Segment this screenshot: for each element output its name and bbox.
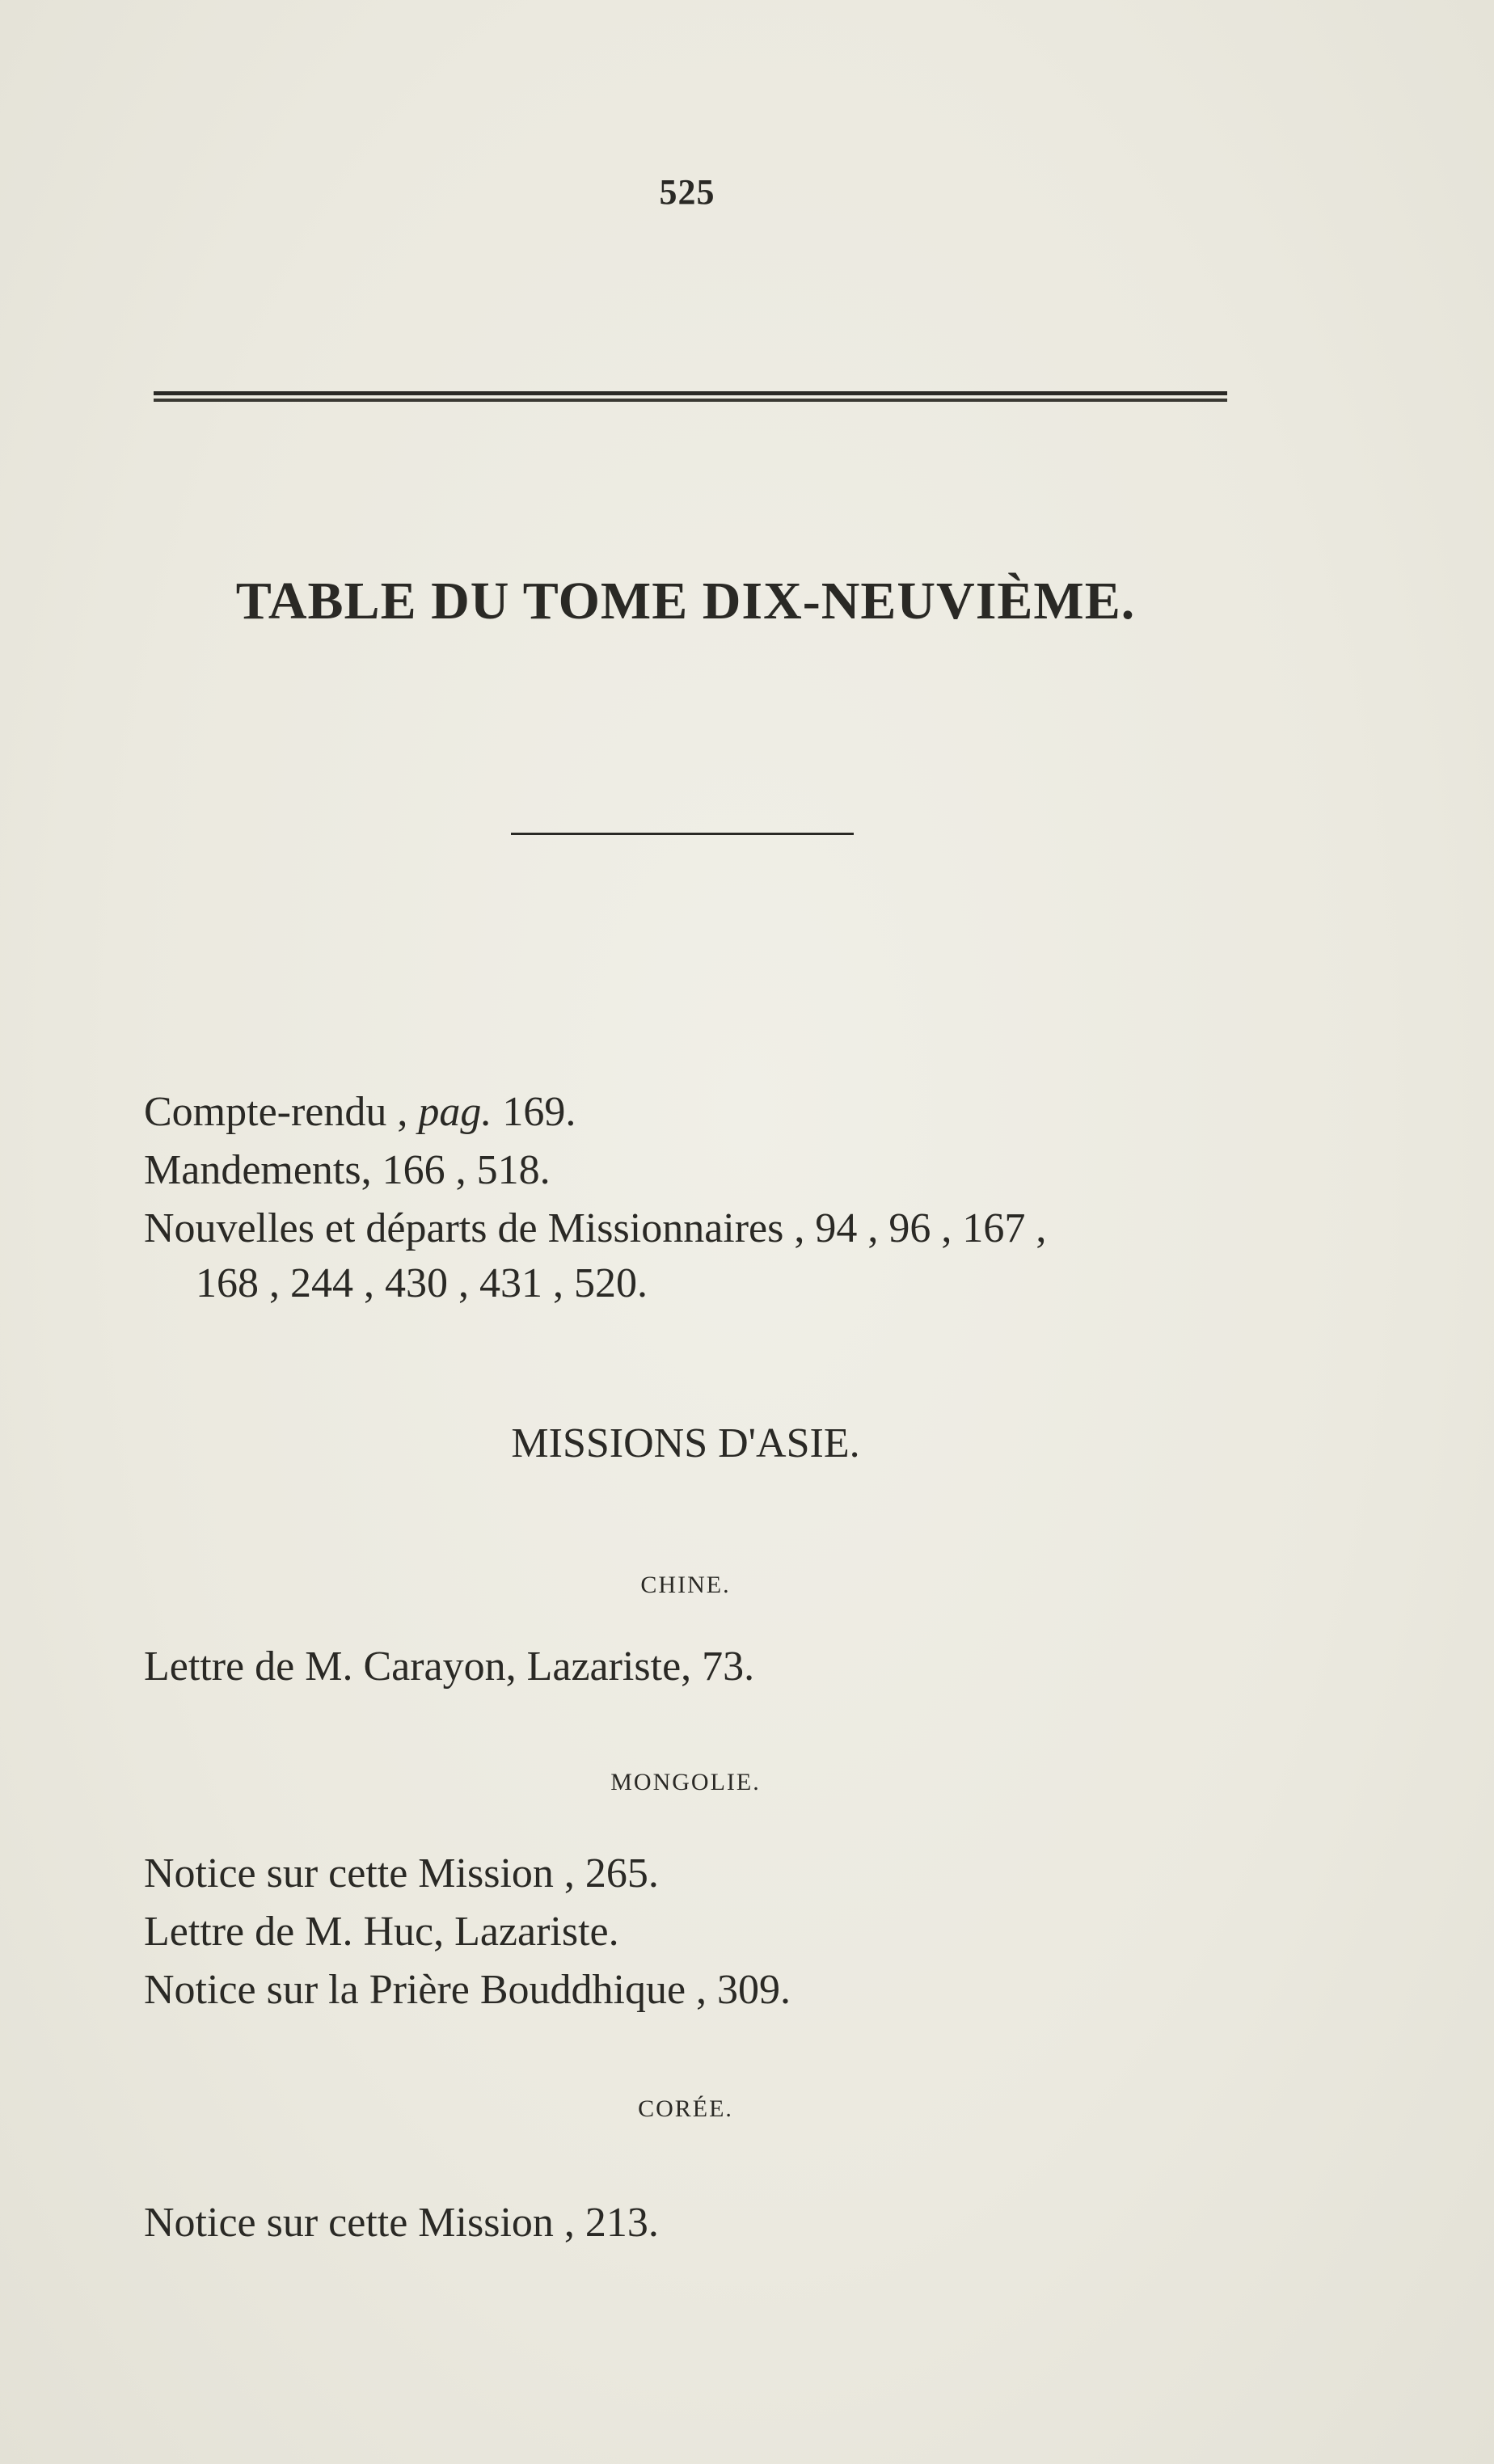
nouvelles-line1: Nouvelles et départs de Missionnaires , 94 , 96 , 167 , [144, 1205, 1047, 1251]
chine-heading: CHINE. [640, 1572, 731, 1598]
double-rule-divider [154, 391, 1227, 404]
compte-rendu-label: Compte-rendu , [144, 1089, 408, 1135]
compte-rendu-value: 169. [502, 1089, 576, 1135]
compte-rendu-pag: pag. [418, 1089, 492, 1135]
chine-entry: Lettre de M. Carayon, Lazariste, 73. [144, 1643, 755, 1690]
mongolie-entry: Lettre de M. Huc, Lazariste. [144, 1909, 619, 1955]
entry-mandements: Mandements, 166 , 518. [144, 1147, 551, 1193]
entry-compte-rendu [144, 1085, 1276, 1140]
mongolie-heading: MONGOLIE. [610, 1769, 761, 1795]
coree-heading: CORÉE. [638, 2095, 733, 2122]
mongolie-entry: Notice sur la Prière Bouddhique , 309. [144, 1967, 791, 2013]
short-rule-divider [511, 833, 854, 835]
entry-nouvelles [144, 1201, 1276, 1311]
coree-entry: Notice sur cette Mission , 213. [144, 2200, 659, 2246]
page-number: 525 [659, 172, 715, 212]
mongolie-entry: Notice sur cette Mission , 265. [144, 1850, 659, 1897]
table-title: TABLE DU TOME DIX-NEUVIÈME. [235, 572, 1136, 631]
nouvelles-line2: 168 , 244 , 430 , 431 , 520. [196, 1260, 648, 1306]
missions-heading: MISSIONS D'ASIE. [511, 1420, 860, 1466]
